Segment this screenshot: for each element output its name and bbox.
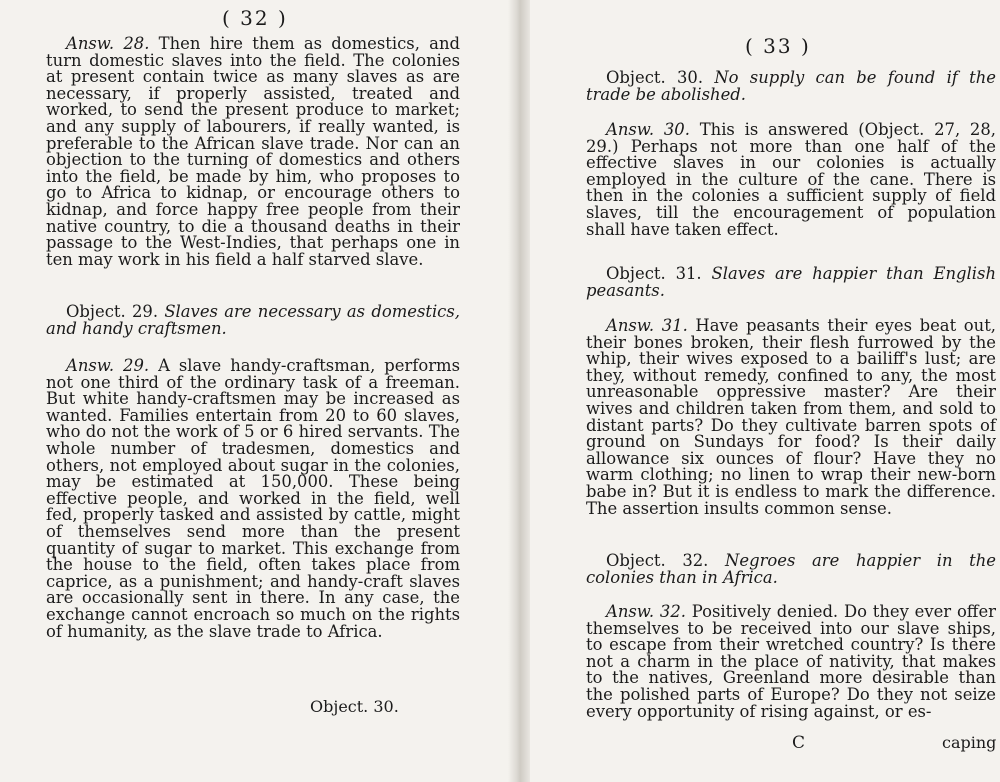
objection-29 — [46, 304, 460, 337]
answer-31-label: Answ. 31. — [606, 316, 688, 335]
answer-32 — [586, 604, 996, 720]
answer-32-text: Positively denied. Do they ever offer themselves to be received into our slave ships, to escape from their wretched country? Is there not a charm in the place of nativity, that makes to the natives, Greenland more desirable than the polished parts of Europe? Do they not seize every opportunity of rising against, or es- — [586, 602, 996, 721]
answer-29-block — [46, 358, 460, 640]
answer-30 — [586, 122, 996, 238]
objection-30-text: No supply can be found if the trade be abolished. — [586, 68, 996, 104]
answer-28-label: Answ. 28. — [66, 34, 150, 53]
answer-31-text: Have peasants their eyes beat out, their bones broken, their flesh furrowed by the whip, their wives exposed to a bailiff's lust; are they, without remedy, confined to any, the most unreasonable oppressive master? Are their wives and children taken from them, and sold to distant parts? Do they cultivate barren spots of ground on Sundays for food? Is their daily allowance six ounces of flour? Have they no warm clothing; no linen to wrap their new-born babe in? But it is endless to mark the difference. The assertion insults common sense. — [586, 316, 996, 518]
book-gutter — [508, 0, 530, 782]
objection-29-label: Object. 29. — [66, 302, 159, 321]
answer-31-block — [586, 318, 996, 517]
answer-29-text: A slave handy-craftsman, performs not one third of the ordinary task of a freeman. But white handy-craftsmen may be increased as wanted. Families entertain from 20 to 60 slaves, who do not the work of 5 or 6 hired servants. The whole number of tradesmen, domestics and others, not employed about sugar in the colonies, may be estimated at 150,000. These being effective people, and worked in the field, well fed, properly tasked and assisted by cattle, might of themselves send more than the present quantity of sugar to market. This exchange from the house to the field, often takes place from caprice, as a punishment; and handy-craft slaves are occasionally sent in there. In any case, the exchange cannot encroach so much on the rights of humanity, as the slave trade to Africa. — [46, 356, 460, 641]
answer-28-text: Then hire them as domestics, and turn domestic slaves into the field. The colonies at present contain twice as many slaves as are necessary, if properly assisted, treated and worked, to send the present produce to market; and any supply of labourers, if really wanted, is preferable to the African slave trade. Nor can an objection to the turning of domestics and others into the field, be made by him, who proposes to go to Africa to kidnap, or encourage others to kidnap, and force happy free people from their native country, to die a thousand deaths in their passage to the West-Indies, that perhaps one in ten may work in his field a half starved slave. — [46, 34, 460, 269]
page-number-32: ( 32 ) — [222, 6, 288, 30]
answer-30-text: This is answered (Object. 27, 28, 29.) Perhaps not more than one half of the effective slaves in our colonies is actually employed in the culture of the cane. There is then in the colonies a sufficient supply of field slaves, till the encouragement of population shall have taken effect. — [586, 120, 996, 239]
objection-31 — [586, 266, 996, 299]
answer-31 — [586, 318, 996, 517]
answer-32-block — [586, 604, 996, 720]
answer-29 — [46, 358, 460, 640]
objection-30-label: Object. 30. — [606, 68, 704, 87]
objection-31-label: Object. 31. — [606, 264, 702, 283]
answer-30-label: Answ. 30. — [606, 120, 690, 139]
objection-32-label: Object. 32. — [606, 551, 709, 570]
catchword-left: Object. 30. — [310, 697, 399, 716]
objection-29-block — [46, 304, 460, 337]
objection-31-block — [586, 266, 996, 299]
objection-29-text: Slaves are necessary as domestics, and handy craftsmen. — [46, 302, 460, 338]
objection-32-block — [586, 553, 996, 586]
answer-30-block — [586, 122, 996, 238]
answer-28 — [46, 36, 460, 268]
answer-28-block — [46, 36, 460, 268]
objection-30 — [586, 70, 996, 103]
objection-32 — [586, 553, 996, 586]
objection-31-text: Slaves are happier than English peasants. — [586, 264, 996, 300]
catchword-right: caping — [942, 733, 997, 752]
answer-32-label: Answ. 32. — [606, 602, 686, 621]
signature-mark: C — [792, 733, 806, 753]
objection-32-text: Negroes are happier in the colonies than in Africa. — [586, 551, 996, 587]
page-number-33: ( 33 ) — [745, 34, 811, 58]
objection-30-block — [586, 70, 996, 103]
answer-29-label: Answ. 29. — [66, 356, 150, 375]
right-page — [530, 0, 1000, 782]
